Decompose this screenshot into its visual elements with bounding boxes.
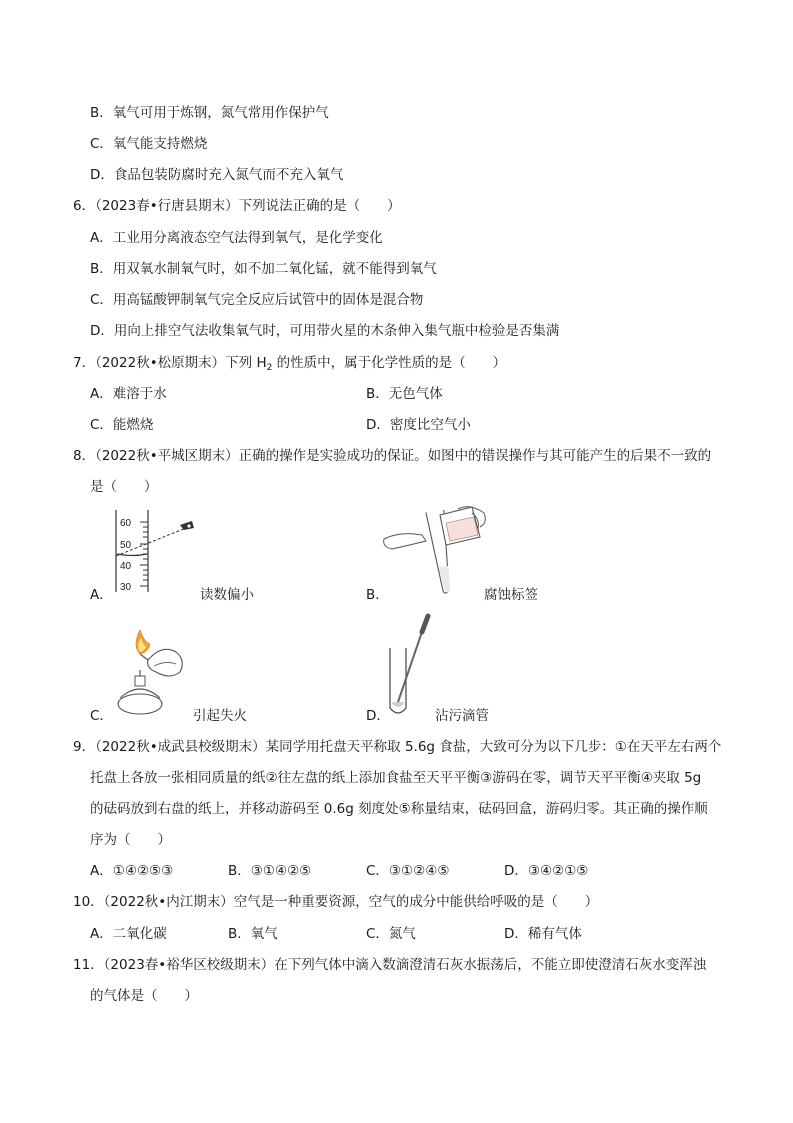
q8-option-a-caption: 读数偏小	[200, 587, 254, 603]
q10-stem: 10．（2022秋•内江期末）空气是一种重要资源，空气的成分中能供给呼吸的是（ ）	[73, 894, 599, 910]
q9-option-d: D．③④②①⑤	[504, 863, 589, 879]
q11-stem-line1: 11．（2023春•裕华区校级期末）在下列气体中滴入数滴澄清石灰水振荡后，不能立即使澄清石灰水变浑浊	[73, 957, 707, 973]
alcohol-lamp-figure	[110, 626, 195, 718]
q8-option-c-letter: C．	[90, 708, 113, 724]
q7-option-a: A．难溶于水	[90, 386, 167, 402]
dropper-test-tube-figure	[384, 612, 436, 720]
q9-option-a: A．①④②⑤③	[90, 863, 174, 879]
q8-option-d-letter: D．	[366, 708, 390, 724]
q10-option-c: C．氮气	[366, 926, 416, 942]
q7-stem-sub: 2	[266, 363, 273, 373]
q8-stem-line1: 8．（2022秋•平城区期末）正确的操作是实验成功的保证。如图中的错误操作与其可能产生的后果不一致的	[73, 448, 712, 464]
q5-option-d: D．食品包装防腐时充入氮气而不充入氧气	[90, 167, 344, 183]
q5-option-c: C．氧气能支持燃烧	[90, 136, 208, 152]
q8-option-d-caption: 沾污滴管	[435, 708, 489, 724]
q8-option-b-letter: B．	[366, 587, 389, 603]
q6-stem: 6．（2023春•行唐县期末）下列说法正确的是（ ）	[73, 198, 401, 214]
q7-stem	[73, 354, 506, 372]
q10-option-a: A．二氧化碳	[90, 926, 167, 942]
q7-stem-post: 的性质中，属于化学性质的是（ ）	[272, 355, 507, 371]
pouring-liquid-figure	[380, 505, 490, 597]
q10-option-b: B．氧气	[228, 926, 278, 942]
q7-stem-pre: 7．（2022秋•松原期末）下列 H	[73, 355, 267, 371]
q8-option-a-letter: A．	[90, 587, 113, 603]
q9-stem-line4: 序为（ ）	[90, 832, 171, 848]
q8-stem-line2: 是（ ）	[90, 479, 158, 495]
q6-option-c: C．用高锰酸钾制氧气完全反应后试管中的固体是混合物	[90, 292, 424, 308]
tick-label-40: 40	[120, 561, 132, 572]
graduated-cylinder-figure	[112, 508, 212, 594]
q5-option-b: B．氧气可用于炼钢，氮气常用作保护气	[90, 105, 329, 121]
q7-option-b: B．无色气体	[366, 386, 443, 402]
q7-option-c: C．能燃烧	[90, 417, 154, 433]
q11-stem-line2: 的气体是（ ）	[90, 988, 198, 1004]
q10-option-d: D．稀有气体	[504, 926, 582, 942]
q6-option-a: A．工业用分离液态空气法得到氧气，是化学变化	[90, 230, 383, 246]
q6-option-b: B．用双氧水制氧气时，如不加二氧化锰，就不能得到氧气	[90, 261, 437, 277]
q6-option-d: D．用向上排空气法收集氧气时，可用带火星的木条伸入集气瓶中检验是否集满	[90, 323, 560, 339]
q9-stem-line2: 托盘上各放一张相同质量的纸②往左盘的纸上添加食盐至天平平衡③游码在零，调节天平平衡④夹取 5g	[90, 770, 702, 786]
tick-label-30: 30	[120, 582, 132, 593]
tick-label-50: 50	[120, 540, 132, 551]
q9-stem-line1: 9．（2022秋•成武县校级期末）某同学用托盘天平称取 5.6g 食盐，大致可分为以下几步：①在天平左右两个	[73, 739, 722, 755]
q8-option-b-caption: 腐蚀标签	[484, 587, 538, 603]
tick-label-60: 60	[120, 518, 132, 529]
q7-option-d: D．密度比空气小	[366, 417, 471, 433]
q9-stem-line3: 的砝码放到右盘的纸上，并移动游码至 0.6g 刻度处⑤称量结束，砝码回盒，游码归零。其正确的操作顺	[90, 801, 708, 817]
q9-option-c: C．③①②④⑤	[366, 863, 450, 879]
q8-option-c-caption: 引起失火	[193, 708, 247, 724]
q9-option-b: B．③①④②⑤	[228, 863, 312, 879]
